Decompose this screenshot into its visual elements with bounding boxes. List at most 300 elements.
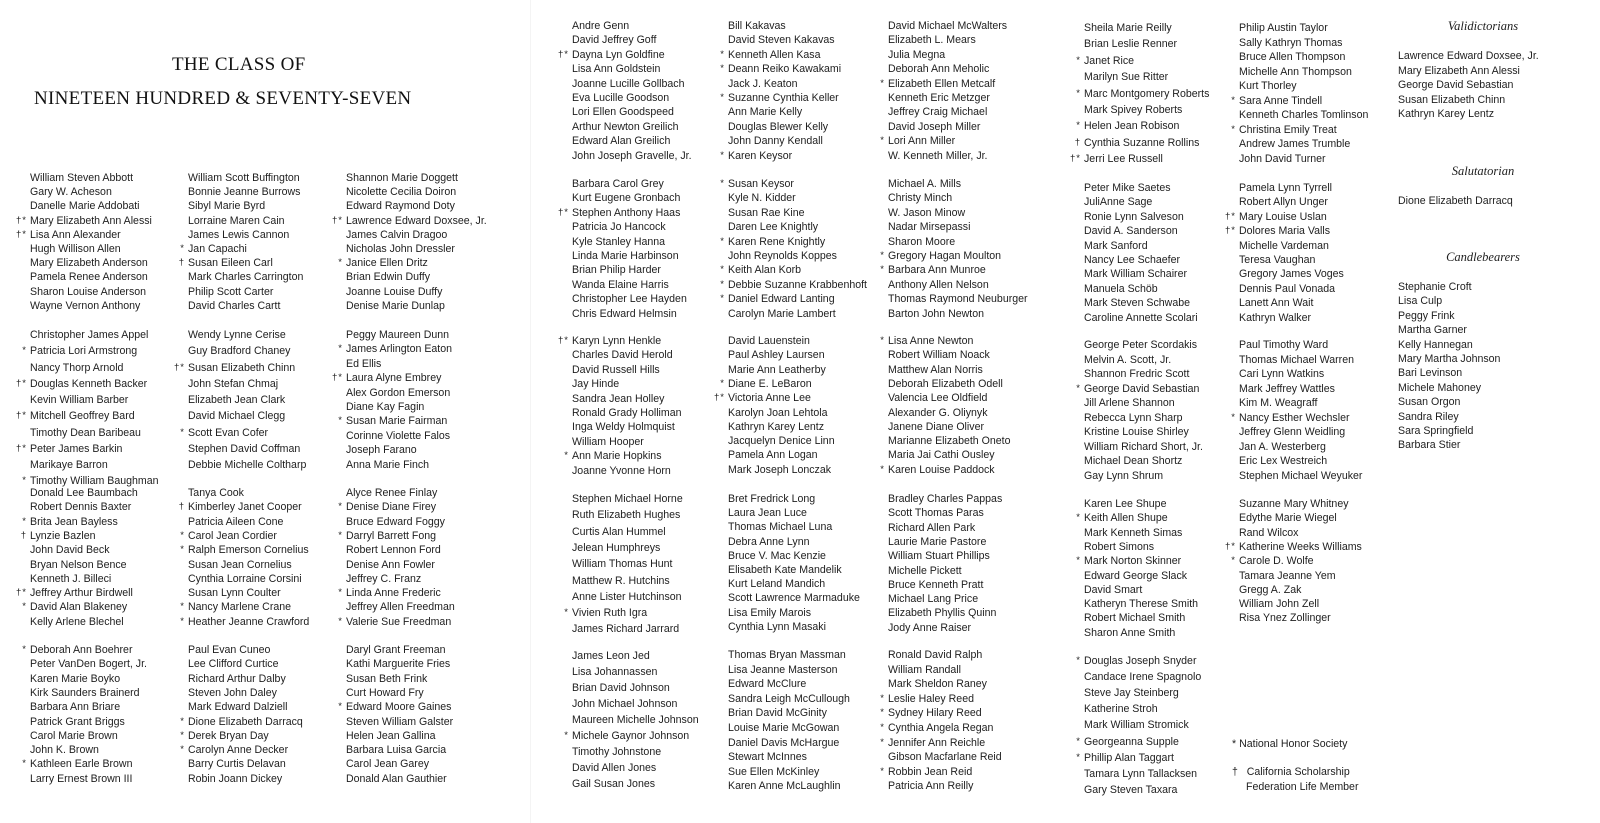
graduate-name-row [30,543,110,557]
graduate-name-row [1239,367,1324,381]
graduate-name-row [572,392,664,406]
graduate-name-row [888,549,990,563]
graduate-name-row [188,700,288,714]
graduate-name: Victoria Anne Lee [728,392,811,405]
graduate-name: Bruce V. Mac Kenzie [728,549,826,562]
honor-mark: †* [16,442,27,454]
graduate-name-row [1084,239,1148,253]
honoree-name: Kelly Hannegan [1398,338,1473,351]
graduate-name: Lawrence Edward Doxsee, Jr. [346,214,487,227]
graduate-name-row [1084,21,1172,35]
graduate-name-row [1239,239,1329,253]
graduate-name: Patricia Jo Hancock [572,221,666,234]
graduate-name: Kurt Leland Mandich [728,578,826,591]
honor-mark: * [1076,382,1081,394]
graduate-name: Robin Joann Dickey [188,772,283,785]
graduate-name-row [1239,611,1331,625]
graduate-name-row [1076,751,1174,765]
graduate-name-row [30,615,124,629]
legend-csf [1232,766,1350,778]
honor-mark: †* [558,335,569,346]
graduate-name: Denise Marie Dunlap [346,299,445,312]
graduate-name: Ronald David Ralph [888,649,983,661]
graduate-name: Janet Rice [1084,54,1135,67]
graduate-name-row [888,33,976,47]
graduate-name-row [720,235,826,249]
graduate-name: Sharon Louise Anderson [30,285,147,298]
graduate-name: Corinne Violette Falos [346,429,451,442]
graduate-name: Edward George Slack [1084,569,1188,582]
graduate-name: Elizabeth Phyllis Quinn [888,607,997,620]
graduate-name: James Calvin Dragoo [346,228,448,241]
graduate-name: Joanne Louise Duffy [346,285,443,298]
graduate-name: Kyle N. Kidder [728,192,796,205]
graduate-name-row [188,643,270,657]
graduate-name-row [880,706,982,720]
graduate-name-row [30,772,132,786]
graduate-name: Mary Louise Uslan [1239,210,1327,223]
graduate-name-row [888,292,1028,306]
graduate-name: Melvin A. Scott, Jr. [1084,353,1172,366]
graduate-name-row [1084,296,1190,310]
graduate-name: Edward Raymond Doty [346,200,455,213]
graduate-name-row [888,648,982,662]
graduate-name-row [888,91,990,105]
graduate-name-row [346,643,446,657]
graduate-name-row [1084,526,1182,540]
graduate-name: Janice Ellen Dritz [346,257,428,270]
graduate-name-row [346,386,450,400]
graduate-name-row [346,486,437,500]
graduate-name: Debbie Suzanne Krabbenhoft [728,278,868,291]
graduate-name-row [728,765,819,779]
graduate-name-row [880,463,995,477]
graduate-name-row [720,91,839,105]
graduate-name-row [332,214,487,228]
graduate-name: Dayna Lyn Goldfine [572,48,665,61]
graduate-name-row [1239,296,1313,310]
graduate-name-row [338,529,437,543]
graduate-name: Deborah Ann Meholic [888,63,990,76]
graduate-name: Mark Sanford [1084,239,1148,252]
legend-nhs [1232,738,1347,750]
graduate-name: David Jeffrey Goff [572,34,657,47]
graduate-name: Deborah Ann Boehrer [30,644,133,656]
graduate-name: Deann Reiko Kawakami [728,63,842,76]
graduate-name: Sharon Moore [888,235,956,248]
honor-mark: * [338,615,343,627]
graduate-name: Bonnie Jeanne Burrows [188,186,301,199]
graduate-name-row [16,214,152,228]
graduate-name: Marikaye Barron [30,459,108,471]
graduate-name: John Joseph Gravelle, Jr. [572,149,692,162]
graduate-name: Barbara Ann Munroe [888,264,986,277]
graduate-name: Manuela Schöb [1084,282,1158,295]
graduate-name: Lisa Emily Marois [728,606,812,619]
graduate-name-row [728,307,836,321]
graduate-name-row [30,285,146,299]
graduate-name-row [880,692,974,706]
graduate-name: Robert Allyn Unger [1239,196,1328,209]
graduate-name-row [1084,267,1187,281]
graduate-name: Katherine Stroh [1084,703,1158,716]
graduate-name: Deborah Elizabeth Odell [888,377,1003,390]
graduate-name: Thomas Bryan Massman [728,649,846,661]
graduate-name: Kelly Arlene Blechel [30,615,124,628]
graduate-name-row [728,750,807,764]
graduate-name: Barbara Carol Grey [572,178,664,190]
graduate-name: Cynthia Angela Regan [888,722,994,734]
graduate-name-row [572,220,666,234]
graduate-name-row [720,292,835,306]
graduate-name-row [346,270,430,284]
graduate-name: Ruth Elizabeth Hughes [572,509,681,522]
graduate-name: George David Sebastian [1084,382,1200,395]
graduate-name-row [332,371,442,385]
legend-nhs-label: National Honor Society [1239,738,1348,750]
graduate-name-row [1239,65,1352,79]
graduate-name-row [558,206,681,220]
honor-mark: * [720,235,725,247]
graduate-name: Elizabeth Jean Clark [188,394,286,406]
honor-mark: †* [16,377,27,389]
graduate-name: James Leon Jed [572,650,650,662]
graduate-name-row [728,736,839,750]
graduate-name-row [720,377,812,391]
graduate-name-row [572,307,677,321]
graduate-name-row [1084,767,1197,781]
graduate-name: David Charles Cartt [188,299,281,312]
graduate-name: Christopher James Appel [30,329,149,341]
graduate-name-row [338,414,448,428]
honor-mark: * [564,450,569,462]
graduate-name: Keith Alan Korb [728,264,802,277]
graduate-name: Danelle Marie Addobati [30,200,140,213]
honor-mark: * [720,264,725,276]
graduate-name-row [1239,338,1328,352]
honor-mark: * [880,463,885,475]
graduate-name: William Hooper [572,435,644,448]
graduate-name-row [1084,282,1158,296]
graduate-name: Patricia Ann Reilly [888,780,974,793]
honor-mark: * [720,278,725,290]
graduate-name: Stephen Michael Weyuker [1239,469,1363,482]
graduate-name: Gregory James Voges [1239,268,1344,281]
graduate-name: Alyce Renee Finlay [346,487,438,499]
graduate-name-row [572,745,661,759]
title-line-1: THE CLASS OF [172,54,306,75]
graduate-name: Cynthia Lynn Masaki [728,620,826,633]
graduate-name: Pamela Renee Anderson [30,271,148,284]
graduate-name: William Thomas Hunt [572,558,673,571]
graduate-name: Nancy Esther Wechsler [1239,411,1350,424]
graduate-name-row [188,757,286,771]
graduate-name-row [30,256,148,270]
graduate-name: Jacquelyn Denice Linn [728,435,835,448]
graduate-name-row [880,77,996,91]
honor-mark: * [720,63,725,75]
graduate-name: George Peter Scordakis [1084,339,1198,351]
graduate-name-row [728,220,818,234]
graduate-name: Thomas Michael Warren [1239,353,1354,366]
graduate-name-row [346,328,449,342]
honoree-name: Mary Elizabeth Ann Alessi [1398,64,1520,77]
graduate-name-row [1084,569,1187,583]
honor-mark: †* [16,587,27,599]
graduate-name: Suzanne Cynthia Keller [728,92,839,104]
graduate-name: Edward Moore Gaines [346,701,452,714]
graduate-name: Charles David Herold [572,349,673,362]
graduate-name-row [180,543,309,557]
graduate-name: Laurie Marie Pastore [888,535,987,548]
honor-mark: * [720,377,725,389]
graduate-name: Cari Lynn Watkins [1239,368,1325,380]
graduate-name-row [346,657,450,671]
graduate-name-row [564,449,662,463]
graduate-name: Timothy Johnstone [572,746,662,758]
graduate-name-row [728,506,807,520]
honor-mark: * [1231,94,1236,106]
honoree-name: Sandra Riley [1398,410,1459,423]
honors-heading: Candlebearers [1446,250,1520,264]
graduate-name: Kenneth J. Billeci [30,572,112,585]
graduate-name-row [888,363,983,377]
graduate-name-row [338,500,437,514]
graduate-name: Daniel Davis McHargue [728,736,840,749]
graduate-name: Caroline Annette Scolari [1084,311,1198,324]
graduate-name-row [30,672,120,686]
graduate-name: Tamara Jeanne Yem [1239,569,1336,582]
graduate-name-row [30,199,140,213]
graduate-name: John Reynolds Koppes [728,250,837,262]
graduate-name-row [1084,611,1185,625]
graduate-name: JuliAnne Sage [1084,196,1153,209]
graduate-name-row [1239,181,1332,195]
graduate-name: Marianne Elizabeth Oneto [888,435,1011,448]
graduate-name-row [188,409,285,423]
graduate-name-row [888,506,984,520]
honor-mark: * [180,426,185,438]
graduate-name-row [572,713,699,727]
graduate-name: Andrew James Trumble [1239,138,1351,150]
graduate-name: Bradley Charles Pappas [888,493,1003,505]
graduate-name: James Arlington Eaton [346,343,452,356]
graduate-name-row [1084,718,1189,732]
graduate-name: Bruce Allen Thompson [1239,51,1346,63]
graduate-name-row [188,686,277,700]
graduate-name: Wayne Vernon Anthony [30,299,141,312]
honor-mark: * [338,257,343,269]
graduate-name-row [346,543,441,557]
graduate-name: Tanya Cook [188,487,244,499]
graduate-name-row [728,692,850,706]
graduate-name: Richard Allen Park [888,521,976,534]
graduate-name-row [30,393,128,407]
graduate-name: Candace Irene Spagnolo [1084,671,1202,684]
graduate-name: Mark Steven Schwabe [1084,297,1190,310]
graduate-name-row [188,285,273,299]
graduate-name: Jelean Humphreys [572,541,661,554]
graduate-name: Dennis Paul Vonada [1239,282,1336,295]
graduate-name-row [888,564,962,578]
graduate-name: Steven William Galster [346,715,454,728]
graduate-name: Kurt Eugene Gronbach [572,192,681,205]
graduate-name: Larry Ernest Brown III [30,772,133,785]
graduate-name: Sheila Marie Reilly [1084,22,1172,34]
graduate-name: Gary W. Acheson [30,186,112,199]
graduate-name: Brian David Johnson [572,682,670,694]
graduate-name-row [1084,670,1201,684]
graduate-name-row [558,334,662,348]
graduate-name: Derek Bryan Day [188,729,269,742]
honoree-name: Martha Garner [1398,324,1467,337]
graduate-name: Alex Gordon Emerson [346,386,451,399]
graduate-name-row [30,242,121,256]
graduate-name: Nancy Thorp Arnold [30,361,124,374]
graduate-name: Michelle Vardeman [1239,239,1329,252]
honor-mark: * [22,515,27,527]
graduate-name: W. Kenneth Miller, Jr. [888,149,988,162]
graduate-name-row [888,377,1003,391]
graduate-name-row [728,677,806,691]
graduate-name-row [572,464,671,478]
graduate-name: Joanne Yvonne Horn [572,464,671,477]
graduate-name-row [188,344,290,358]
graduate-name: Jody Anne Raiser [888,621,972,634]
graduate-name: Elizabeth Ellen Metcalf [888,77,996,90]
graduate-name-row [1239,267,1344,281]
graduate-name-row [880,334,974,348]
graduate-name-row [30,715,125,729]
graduate-name-row [572,557,672,571]
graduate-name: Barbara Ann Briare [30,701,121,714]
graduate-name: Carole D. Wolfe [1239,555,1314,568]
graduate-name-row [888,191,952,205]
graduate-name-row [22,757,133,771]
graduate-name: Kenneth Charles Tomlinson [1239,109,1369,121]
graduate-name: Gregg A. Zak [1239,583,1302,596]
graduate-name: Linda Marie Harbinson [572,250,679,262]
graduate-name-row [346,185,456,199]
graduate-name-row [30,700,120,714]
graduate-name: William Stuart Phillips [888,550,990,563]
graduate-name: Lori Ellen Goodspeed [572,106,674,119]
graduate-name-row [1225,540,1362,554]
graduate-name: Pamela Lynn Tyrrell [1239,182,1333,194]
graduate-name: Marie Ann Leatherby [728,363,826,376]
honor-mark: * [338,587,343,599]
graduate-name-row [1225,210,1327,224]
graduate-name: Sue Ellen McKinley [728,765,820,778]
graduate-name-row [1239,440,1326,454]
graduate-name: Chris Edward Helmsin [572,307,677,320]
graduate-name: Janene Diane Oliver [888,420,984,433]
graduate-name-row [728,448,818,462]
honor-mark: †* [1070,153,1081,165]
graduate-name: Karen Lee Shupe [1084,498,1167,510]
graduate-name: Rand Wilcox [1239,526,1299,539]
graduate-name-row [1084,626,1175,640]
honoree-name: Kathryn Karey Lentz [1398,108,1494,120]
graduate-name: Guy Bradford Chaney [188,345,291,358]
legend-csf-line2: Federation Life Member [1246,781,1359,793]
graduate-name: Gary Steven Taxara [1084,783,1178,796]
honor-mark: * [338,501,343,513]
graduate-name: Mark Sheldon Raney [888,678,987,691]
graduate-name-row [888,448,995,462]
graduate-name: Inga Weldy Holmquist [572,421,675,434]
graduate-name-row [1239,50,1345,64]
graduate-name-row [30,270,148,284]
graduate-name: Peter Mike Saetes [1084,182,1171,194]
graduate-name: Paul Timothy Ward [1239,339,1329,351]
graduate-name-row [1239,108,1368,122]
graduate-name: Edward Alan Greilich [572,135,671,148]
graduate-name-row [1231,554,1314,568]
graduate-name: Helen Jean Gallina [346,729,436,742]
graduate-name-row [30,729,118,743]
honor-mark: * [720,92,725,103]
graduate-name: Sibyl Marie Byrd [188,200,266,213]
graduate-name-row [880,134,956,148]
graduate-name-row [1239,36,1342,50]
graduate-name-row [572,278,669,292]
graduate-name-row [30,361,123,375]
graduate-name-row [1239,526,1298,540]
graduate-name-row [720,62,842,76]
graduate-name-row [188,228,289,242]
graduate-name-row [728,434,835,448]
graduate-name: Stewart McInnes [728,751,807,764]
honor-mark: * [338,415,343,427]
graduate-name: Daren Lee Knightly [728,221,819,234]
graduate-name-row [572,420,675,434]
graduate-name: Christopher Lee Hayden [572,293,687,306]
graduate-name-row [572,649,650,663]
honoree-name: Sara Springfield [1398,425,1474,437]
graduate-name-row [30,500,131,514]
graduate-name: Dione Elizabeth Darracq [188,715,303,728]
graduate-name-row [180,729,269,743]
honor-mark: †* [558,206,569,218]
honor-mark: †* [558,48,569,60]
graduate-name-row [572,681,670,695]
graduate-name-row [880,249,1002,263]
honor-mark: * [180,729,185,741]
graduate-name: Nicolette Cecilia Doiron [346,186,457,199]
graduate-name: Kenneth Eric Metzger [888,92,990,104]
graduate-name: Robert Simons [1084,540,1155,553]
graduate-name-row [1084,181,1171,195]
graduate-name-row [572,435,644,449]
graduate-name-row [572,377,619,391]
graduate-name: Mark Charles Carrington [188,271,304,284]
honor-mark: * [180,243,185,254]
graduate-name-row [1239,511,1337,525]
graduate-name-row [572,77,685,91]
graduate-name-row [1239,425,1345,439]
graduate-name: Michelle Pickett [888,564,962,577]
graduate-name: Ann Marie Hopkins [572,450,662,463]
graduate-name: John Michael Johnson [572,698,678,710]
graduate-name-row [174,361,296,375]
graduate-name: Jeffrey Glenn Weidling [1239,426,1346,438]
graduate-name-row [720,48,821,62]
graduate-name: Maureen Michelle Johnson [572,714,699,726]
graduate-name: Barbara Luisa Garcia [346,744,447,757]
graduate-name-row [728,463,831,477]
graduate-name: Joanne Lucille Gollbach [572,77,685,90]
